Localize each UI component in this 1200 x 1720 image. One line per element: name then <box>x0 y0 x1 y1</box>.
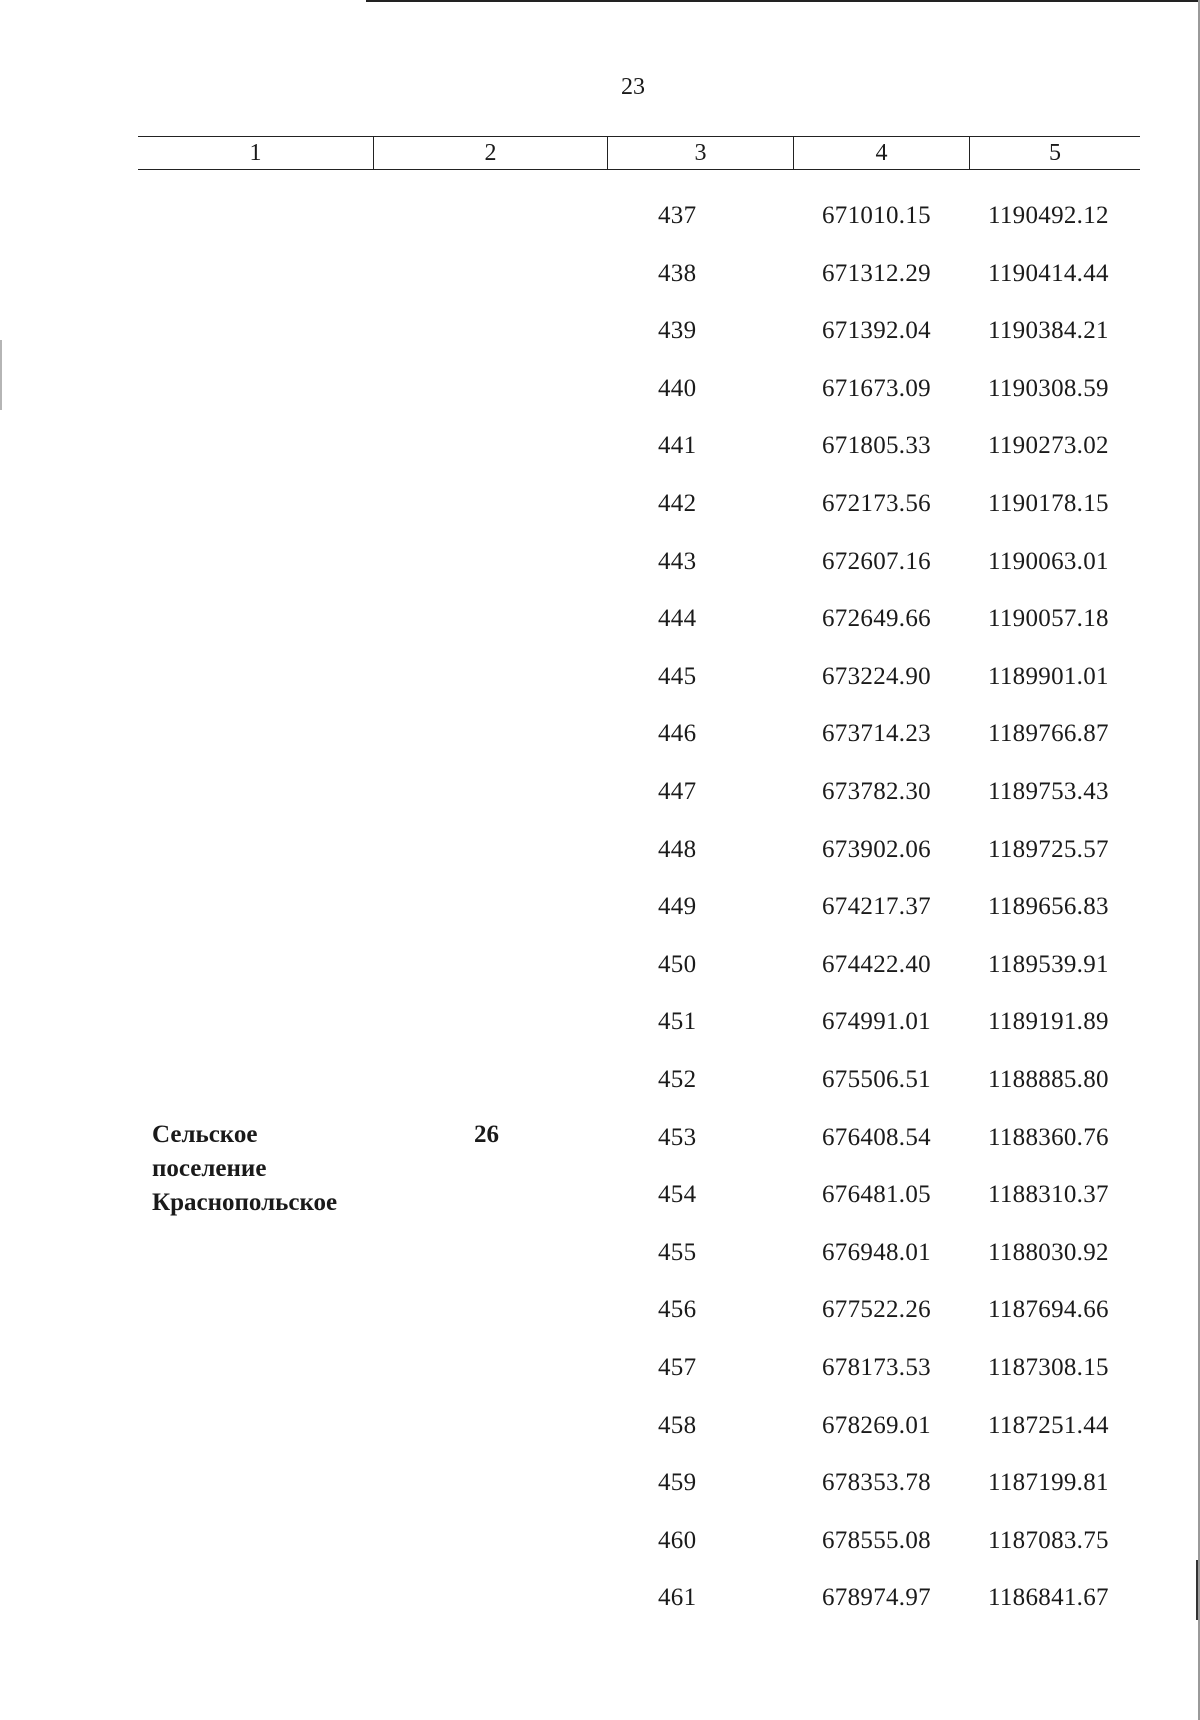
y-coordinate-cell: 1190063.01 <box>988 547 1109 575</box>
table-row <box>0 1112 1200 1164</box>
point-number-cell: 448 <box>658 835 697 863</box>
y-coordinate-cell: 1187083.75 <box>988 1526 1109 1554</box>
x-coordinate-cell: 678974.97 <box>822 1584 931 1612</box>
point-number-cell: 446 <box>658 720 697 748</box>
table-row <box>0 248 1200 300</box>
table-row <box>0 708 1200 760</box>
point-number-cell: 445 <box>658 662 697 690</box>
point-number-cell: 443 <box>658 547 697 575</box>
point-number-cell: 460 <box>658 1526 697 1554</box>
point-number-cell: 457 <box>658 1354 697 1381</box>
point-number-cell: 442 <box>658 490 697 517</box>
scan-border-top <box>366 0 1200 2</box>
table-row <box>0 363 1200 415</box>
x-coordinate-cell: 671392.04 <box>822 317 931 345</box>
x-coordinate-cell: 677522.26 <box>822 1296 931 1324</box>
table-row <box>0 1400 1200 1452</box>
point-number-cell: 451 <box>658 1008 697 1036</box>
column-header-5: 5 <box>1049 139 1061 166</box>
point-number-cell: 440 <box>658 374 697 402</box>
point-number-cell: 455 <box>658 1238 697 1266</box>
x-coordinate-cell: 673224.90 <box>822 662 931 690</box>
y-coordinate-cell: 1190414.44 <box>988 259 1109 287</box>
table-row <box>0 1227 1200 1279</box>
x-coordinate-cell: 673902.06 <box>822 835 931 863</box>
y-coordinate-cell: 1190308.59 <box>988 374 1109 402</box>
table-row <box>0 1572 1200 1624</box>
table-row <box>0 190 1200 242</box>
x-coordinate-cell: 676481.05 <box>822 1181 931 1209</box>
y-coordinate-cell: 1188360.76 <box>988 1123 1109 1151</box>
y-coordinate-cell: 1189725.57 <box>988 835 1109 863</box>
y-coordinate-cell: 1188030.92 <box>988 1238 1109 1266</box>
table-row <box>0 478 1200 530</box>
y-coordinate-cell: 1190273.02 <box>988 432 1109 460</box>
table-row <box>0 305 1200 357</box>
table-row <box>0 881 1200 933</box>
table-row <box>0 1342 1200 1394</box>
point-number-cell: 450 <box>658 950 697 978</box>
y-coordinate-cell: 1186841.67 <box>988 1584 1109 1612</box>
column-header-1: 1 <box>138 137 374 169</box>
point-number-cell: 456 <box>658 1296 697 1324</box>
point-number-cell: 444 <box>658 605 697 633</box>
x-coordinate-cell: 678555.08 <box>822 1526 931 1554</box>
table-row <box>0 996 1200 1048</box>
table-row <box>0 824 1200 876</box>
y-coordinate-cell: 1189191.89 <box>988 1008 1109 1036</box>
point-number-cell: 439 <box>658 317 697 345</box>
point-number-cell: 438 <box>658 259 697 287</box>
x-coordinate-cell: 674422.40 <box>822 950 931 978</box>
x-coordinate-cell: 678173.53 <box>822 1354 931 1381</box>
settlement-name-line: Краснопольское <box>152 1189 338 1216</box>
x-coordinate-cell: 676948.01 <box>822 1238 931 1266</box>
point-number-cell: 461 <box>658 1584 697 1612</box>
point-number-cell: 458 <box>658 1411 697 1439</box>
x-coordinate-cell: 678353.78 <box>822 1469 931 1497</box>
table-row <box>0 536 1200 588</box>
table-row <box>0 420 1200 472</box>
y-coordinate-cell: 1187251.44 <box>988 1411 1109 1439</box>
column-header-3: 3 <box>608 137 794 169</box>
x-coordinate-cell: 674991.01 <box>822 1008 931 1036</box>
table-row <box>0 1054 1200 1106</box>
y-coordinate-cell: 1188310.37 <box>988 1181 1109 1209</box>
point-number-cell: 454 <box>658 1181 697 1209</box>
point-number-cell: 459 <box>658 1469 697 1497</box>
x-coordinate-cell: 673782.30 <box>822 778 931 805</box>
point-number-cell: 453 <box>658 1123 697 1151</box>
y-coordinate-cell: 1190057.18 <box>988 605 1109 633</box>
x-coordinate-cell: 672649.66 <box>822 605 931 633</box>
y-coordinate-cell: 1190492.12 <box>988 202 1109 229</box>
x-coordinate-cell: 678269.01 <box>822 1411 931 1439</box>
y-coordinate-cell: 1187694.66 <box>988 1296 1109 1324</box>
table-row <box>0 1515 1200 1567</box>
table-row <box>0 1457 1200 1509</box>
y-coordinate-cell: 1189539.91 <box>988 950 1109 978</box>
point-number-cell: 449 <box>658 893 697 921</box>
y-coordinate-cell: 1187308.15 <box>988 1354 1109 1381</box>
table-row <box>0 939 1200 991</box>
table-row <box>0 593 1200 645</box>
x-coordinate-cell: 671312.29 <box>822 259 931 287</box>
point-number-cell: 447 <box>658 778 697 805</box>
column-header-4: 4 <box>794 137 970 169</box>
y-coordinate-cell: 1190178.15 <box>988 490 1109 517</box>
y-coordinate-cell: 1189766.87 <box>988 720 1109 748</box>
y-coordinate-cell: 1189656.83 <box>988 893 1109 921</box>
settlement-name-line: Сельское <box>152 1121 258 1148</box>
x-coordinate-cell: 671010.15 <box>822 202 931 229</box>
x-coordinate-cell: 672173.56 <box>822 490 931 517</box>
table-row <box>0 1284 1200 1336</box>
x-coordinate-cell: 674217.37 <box>822 893 931 921</box>
x-coordinate-cell: 676408.54 <box>822 1123 931 1151</box>
page-number: 23 <box>621 74 645 100</box>
table-header <box>138 136 1140 170</box>
column-header-2: 2 <box>374 137 608 169</box>
settlement-name-line: поселение <box>152 1155 267 1182</box>
y-coordinate-cell: 1189901.01 <box>988 662 1109 690</box>
y-coordinate-cell: 1188885.80 <box>988 1066 1109 1093</box>
x-coordinate-cell: 673714.23 <box>822 720 931 748</box>
y-coordinate-cell: 1190384.21 <box>988 317 1109 345</box>
table-row <box>0 766 1200 818</box>
x-coordinate-cell: 671673.09 <box>822 374 931 402</box>
y-coordinate-cell: 1189753.43 <box>988 778 1109 805</box>
point-number-cell: 437 <box>658 202 697 229</box>
point-number-cell: 441 <box>658 432 697 460</box>
point-number-cell: 452 <box>658 1066 697 1093</box>
x-coordinate-cell: 671805.33 <box>822 432 931 460</box>
y-coordinate-cell: 1187199.81 <box>988 1469 1109 1497</box>
x-coordinate-cell: 672607.16 <box>822 547 931 575</box>
settlement-number: 26 <box>474 1121 499 1148</box>
x-coordinate-cell: 675506.51 <box>822 1066 931 1093</box>
table-row <box>0 1169 1200 1221</box>
table-row <box>0 651 1200 703</box>
